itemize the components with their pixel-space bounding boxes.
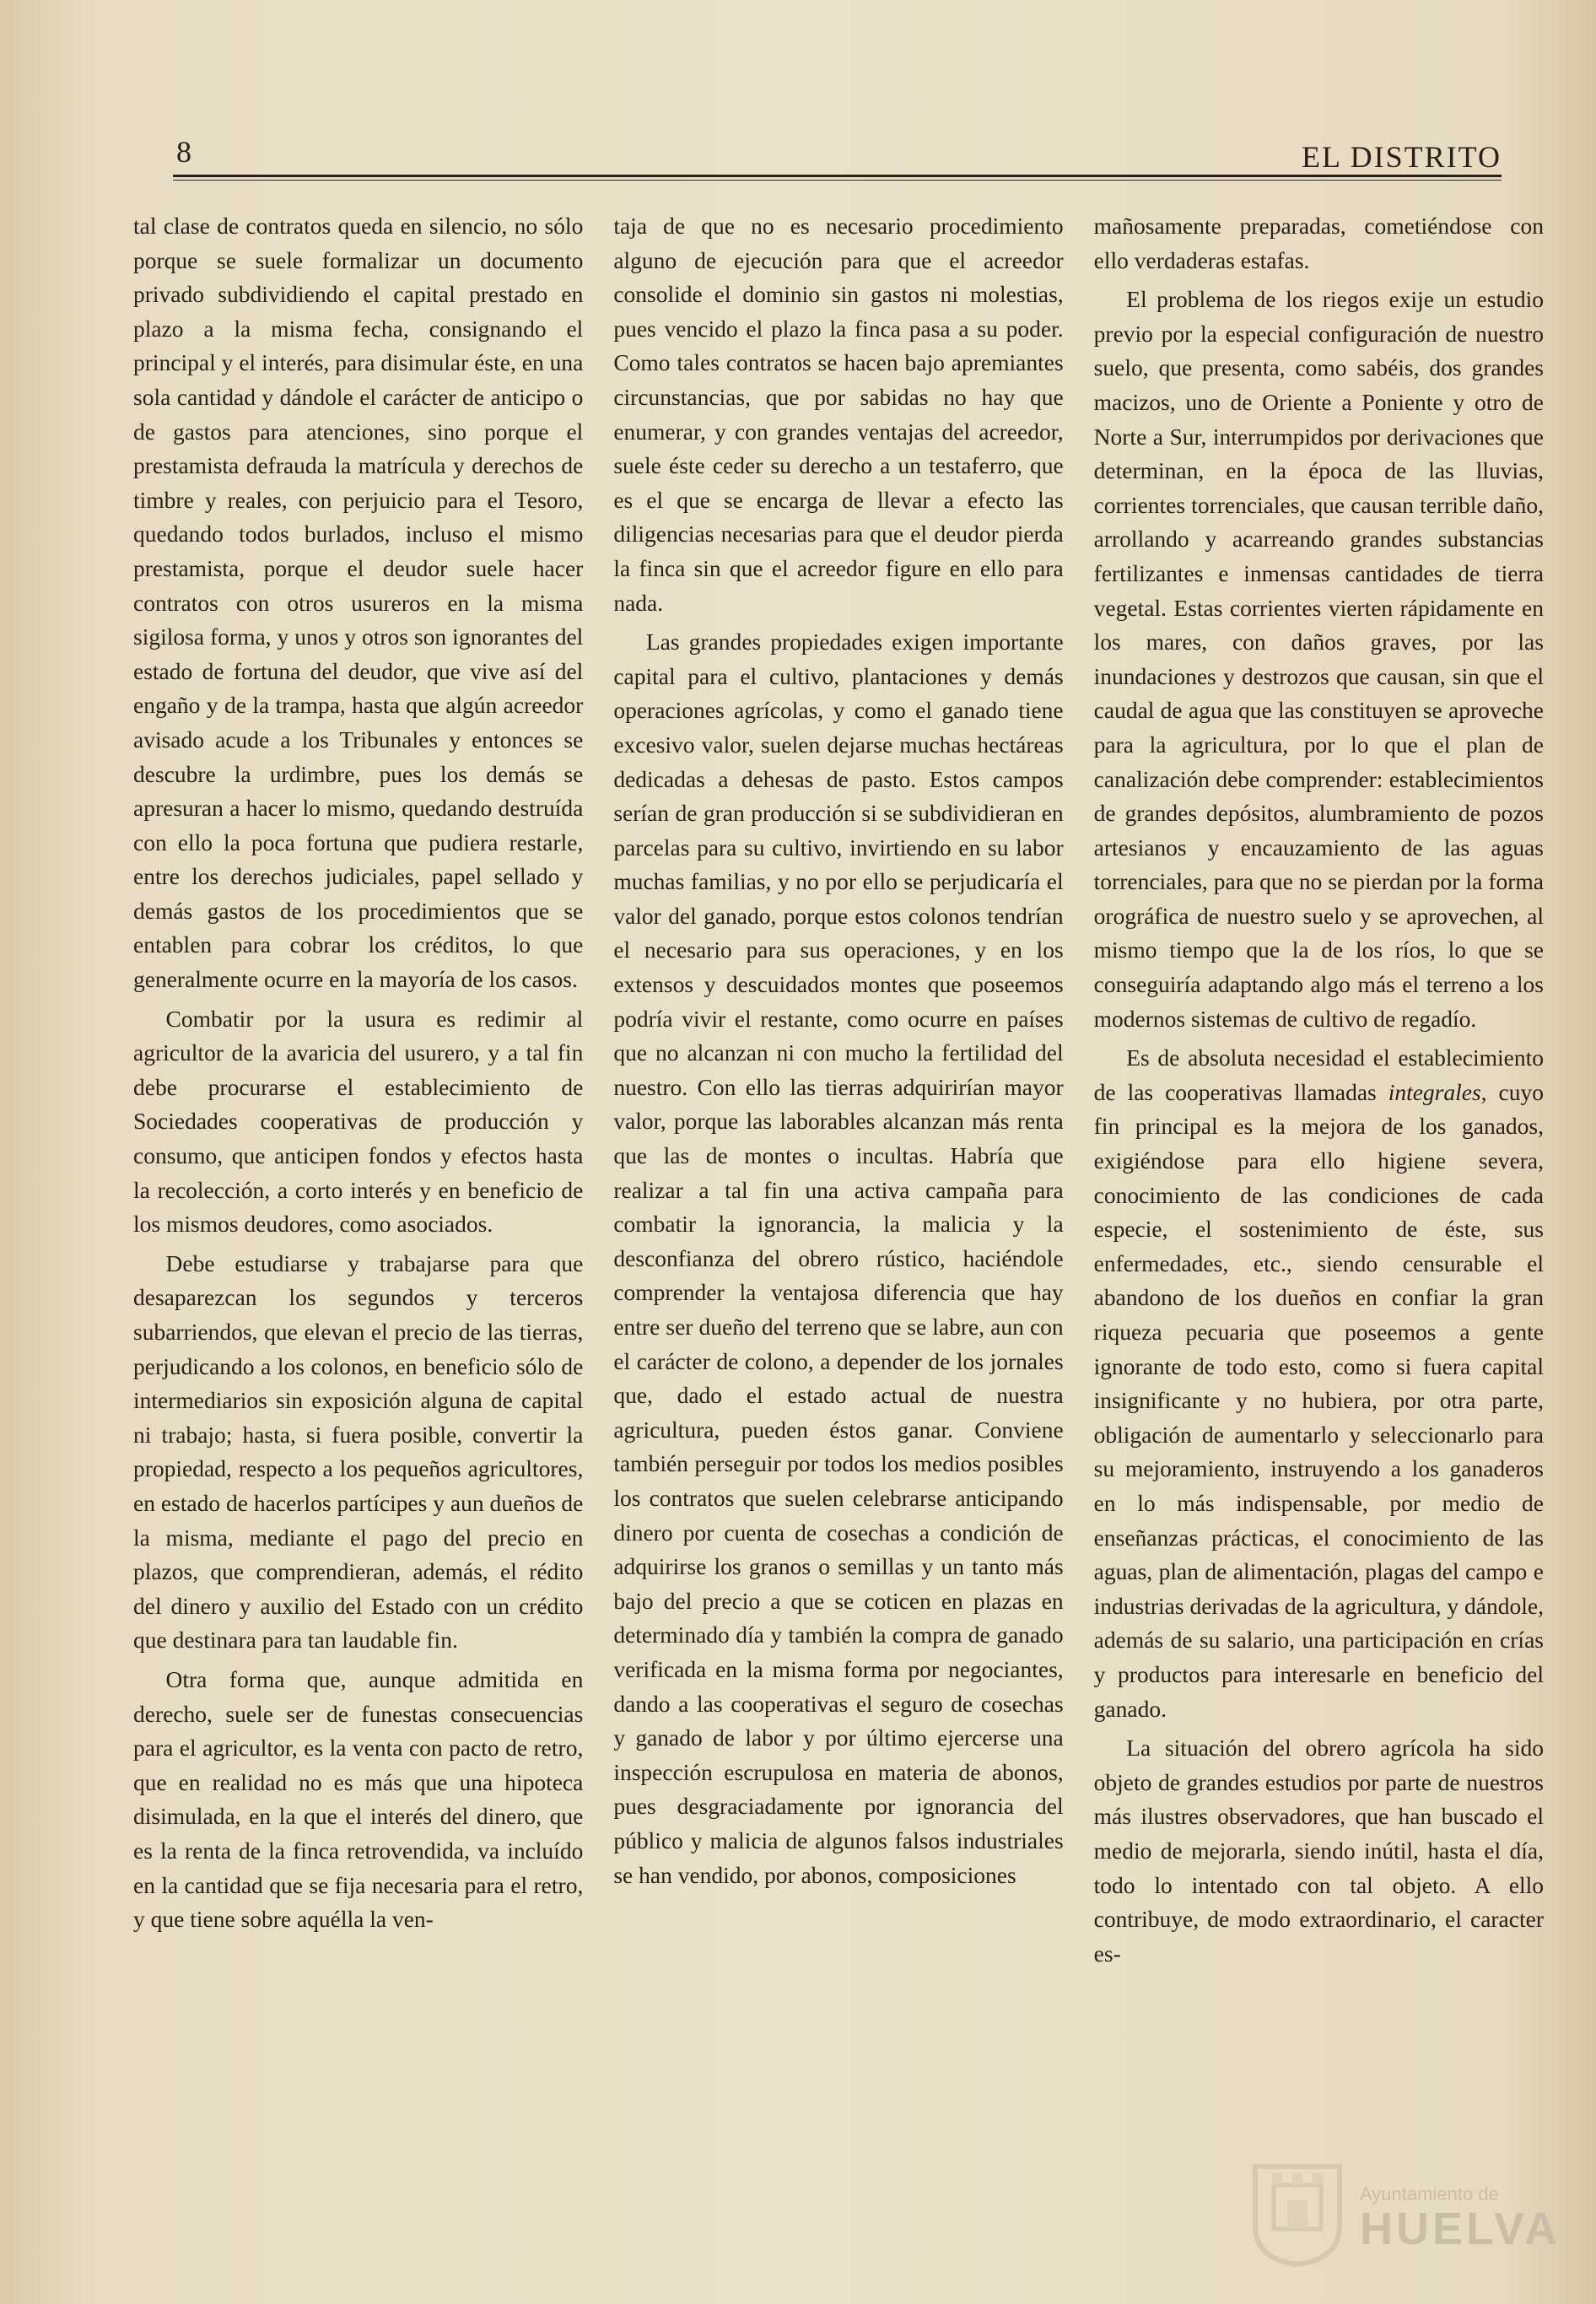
column-2 <box>613 209 1063 2175</box>
page-number: 8 <box>176 135 191 169</box>
paragraph-text: cuyo fin principal es la mejora de los ganados, exigiéndose para ello higiene severa, conocimiento de las condiciones de cada especie, el sostenimiento de éste, sus enfermedades, etc., siendo censurable el abandono de los dueños en confiar la gran riqueza pecuaria que poseemos a gente ignorante de todo esto, como si fuera capital insignificante y no hubiera, por otra parte, obligación de aumentarlo y seleccionarlo para su mejoramiento, instruyendo a los ganaderos en lo más indispensable, por medio de enseñanzas prácticas, el conocimiento de las aguas, plan de alimentación, plagas del campo e industrias derivadas de la agricultura, y dándole, además de su salario, una participación en crías y productos para interesarle en beneficio del ganado. <box>1093 1078 1544 1722</box>
paragraph: Otra forma que, aunque admitida en derecho, suele ser de funestas consecuencias para el agricultor, es la venta con pacto de retro, que en realidad no es más que una hipoteca disimulada, en la que el interés del dinero, que es la renta de la finca retrovendida, va incluído en la cantidad que se fija necesaria para el retro, y que tiene sobre aquélla la ven- <box>133 1665 584 1933</box>
paragraph: Las grandes propiedades exigen importante capital para el cultivo, plantaciones y demás operaciones agrícolas, y como el ganado tiene excesivo valor, suelen dejarse muchas hectáreas dedicadas a dehesas de pasto. Estos campos serían de gran producción si se subdividieran en parcelas para su cultivo, invirtiendo en su labor muchas familias, y no por ello se perjudicaría el valor del ganado, porque estos colonos tendrían el necesario para sus operaciones, y en los extensos y descuidados montes que poseemos podría vivir el restante, como ocurre en países que no alcanzan ni con mucho la fertilidad del nuestro. Con ello las tierras adquirirían mayor valor, porque las laborables alcanzan más renta que las de montes o incultas. Habría que realizar a tal fin una activa campaña para combatir la ignorancia, la malicia y la desconfianza del obrero rústico, haciéndole comprender la ventajosa diferencia que hay entre ser dueño del terreno que se labre, aun con el carácter de colono, a depender de los jornales que, dado el estado actual de nuestra agricultura, pueden éstos ganar. Conviene también perseguir por todos los medios posibles los contratos que suelen celebrarse anticipando dinero por cuenta de cosechas a condición de adquirirse los granos o semillas y un tanto más bajo del precio a que se coticen en plazas en determinado día y también la compra de ganado verificada en la misma forma por negociantes, dando a las cooperativas el seguro de cosechas y ganado de labor y por último ejercerse una inspección escrupulosa en materia de abonos, pues desgraciadamente por ignorancia del público y malicia de algunos falsos industriales se han vendido, por abonos, composiciones <box>613 629 1064 1888</box>
running-title: EL DISTRITO <box>1302 140 1502 174</box>
page-header <box>173 131 1502 181</box>
paragraph: Debe estudiarse y trabajarse para que desaparezcan los segundos y terceros subarriendos, que elevan el precio de las tierras, perjudicando a los colonos, en beneficio sólo de intermediarios sin exposición alguna de capital ni trabajo; hasta, si fuera posible, convertir la propiedad, respecto a los pequeños agricultores, en estado de hacerlos partícipes y aun dueños de la misma, mediante el pago del precio en plazos, que comprendieran, además, el rédito del dinero y auxilio del Estado con un crédito que destinara para tan laudable fin. <box>133 1249 584 1654</box>
city-seal-icon <box>1247 2158 1348 2268</box>
paragraph <box>1094 1041 1544 1726</box>
header-rule <box>173 175 1502 177</box>
column-3 <box>1094 209 1544 2175</box>
archive-watermark <box>1360 2183 1571 2253</box>
italic-term: integrales, <box>1388 1078 1487 1105</box>
paragraph: taja de que no es necesario procedimiento alguno de ejecución para que el acreedor consolide el dominio sin gastos ni molestias, pues vencido el plazo la finca pasa a su poder. Como tales contratos se hacen bajo apremiantes circunstancias, que por sabidas no hay que enumerar, y con grandes ventajas del acreedor, suele éste ceder su derecho a un testaferro, que es el que se encarga de llevar a efecto las diligencias necesarias para que el deudor pierda la finca sin que el acreedor figure en ello para nada. <box>613 213 1064 616</box>
paragraph: tal clase de contratos queda en silencio, no sólo porque se suele formalizar un documento privado subdividiendo el capital prestado en plazo a la misma fecha, consignando el principal y el interés, para disimular éste, en una sola cantidad y dándole el carácter de anticipo o de gastos para atenciones, sino porque el prestamista defrauda la matrícula y derechos de timbre y reales, con perjuicio para el Tesoro, quedando todos burlados, incluso el mismo prestamista, porque el deudor suele hacer contratos con otros usureros en la misma sigilosa forma, y unos y otros son ignorantes del estado de fortuna del deudor, que vive así del engaño y de la trampa, hasta que algún acreedor avisado acude a los Tribunales y entonces se descubre la urdimbre, pues los demás se apresuran a hacer lo mismo, quedando destruída con ello la poca fortuna que pudiera restarle, entre los derechos judiciales, papel sellado y demás gastos de los procedimientos que se entablen para cobrar los créditos, lo que generalmente ocurre en la mayoría de los casos. <box>133 213 584 993</box>
paragraph: mañosamente preparadas, cometiéndose con ello verdaderas estafas. <box>1093 213 1544 273</box>
watermark-line-2: HUELVA <box>1360 2204 1561 2254</box>
paragraph: Combatir por la usura es redimir al agricultor de la avaricia del usurero, y a tal fin debe procurarse el establecimiento de Sociedades cooperativas de producción y consumo, que anticipen fondos y efectos hasta la recolección, a corto interés y en beneficio de los mismos deudores, como asociados. <box>133 1005 584 1238</box>
paragraph: La situación del obrero agrícola ha sido objeto de grandes estudios por parte de nuestros más ilustres observadores, que han buscado el medio de mejorarla, siendo inútil, hasta el día, todo lo intentado con tal objeto. A ello contribuye, de modo extraordinario, el caracter es- <box>1093 1735 1544 1967</box>
watermark-line-1: Ayuntamiento de <box>1360 2183 1499 2204</box>
paragraph-text: Es de absoluta necesidad el establecimiento de las cooperativas llamadas <box>1093 1044 1544 1105</box>
article-columns <box>133 209 1544 2175</box>
header-rule-thin <box>173 180 1502 181</box>
column-1 <box>133 209 583 2175</box>
paragraph: El problema de los riegos exije un estudio previo por la especial configuración de nuestro suelo, que presenta, como sabéis, dos grandes macizos, uno de Oriente a Poniente y otro de Norte a Sur, interrumpidos por derivaciones que determinan, en la época de las lluvias, corrientes torrenciales, que causan terrible daño, arrollando y acarreando grandes substancias fertilizantes e inmensas cantidades de tierra vegetal. Estas corrientes vierten rápidamente en los mares, con daños graves, por las inundaciones y destrozos que causan, sin que el caudal de agua que las constituyen se aproveche para la agricultura, por lo que el plan de canalización debe comprender: establecimientos de grandes depósitos, alumbramiento de pozos artesianos y encauzamiento de las aguas torrenciales, para que no se pierdan por la forma orográfica de nuestro suelo y se aprovechen, al mismo tiempo que la de los ríos, lo que se conseguiría adaptando algo más el terreno a los modernos sistemas de cultivo de regadío. <box>1093 286 1544 1032</box>
